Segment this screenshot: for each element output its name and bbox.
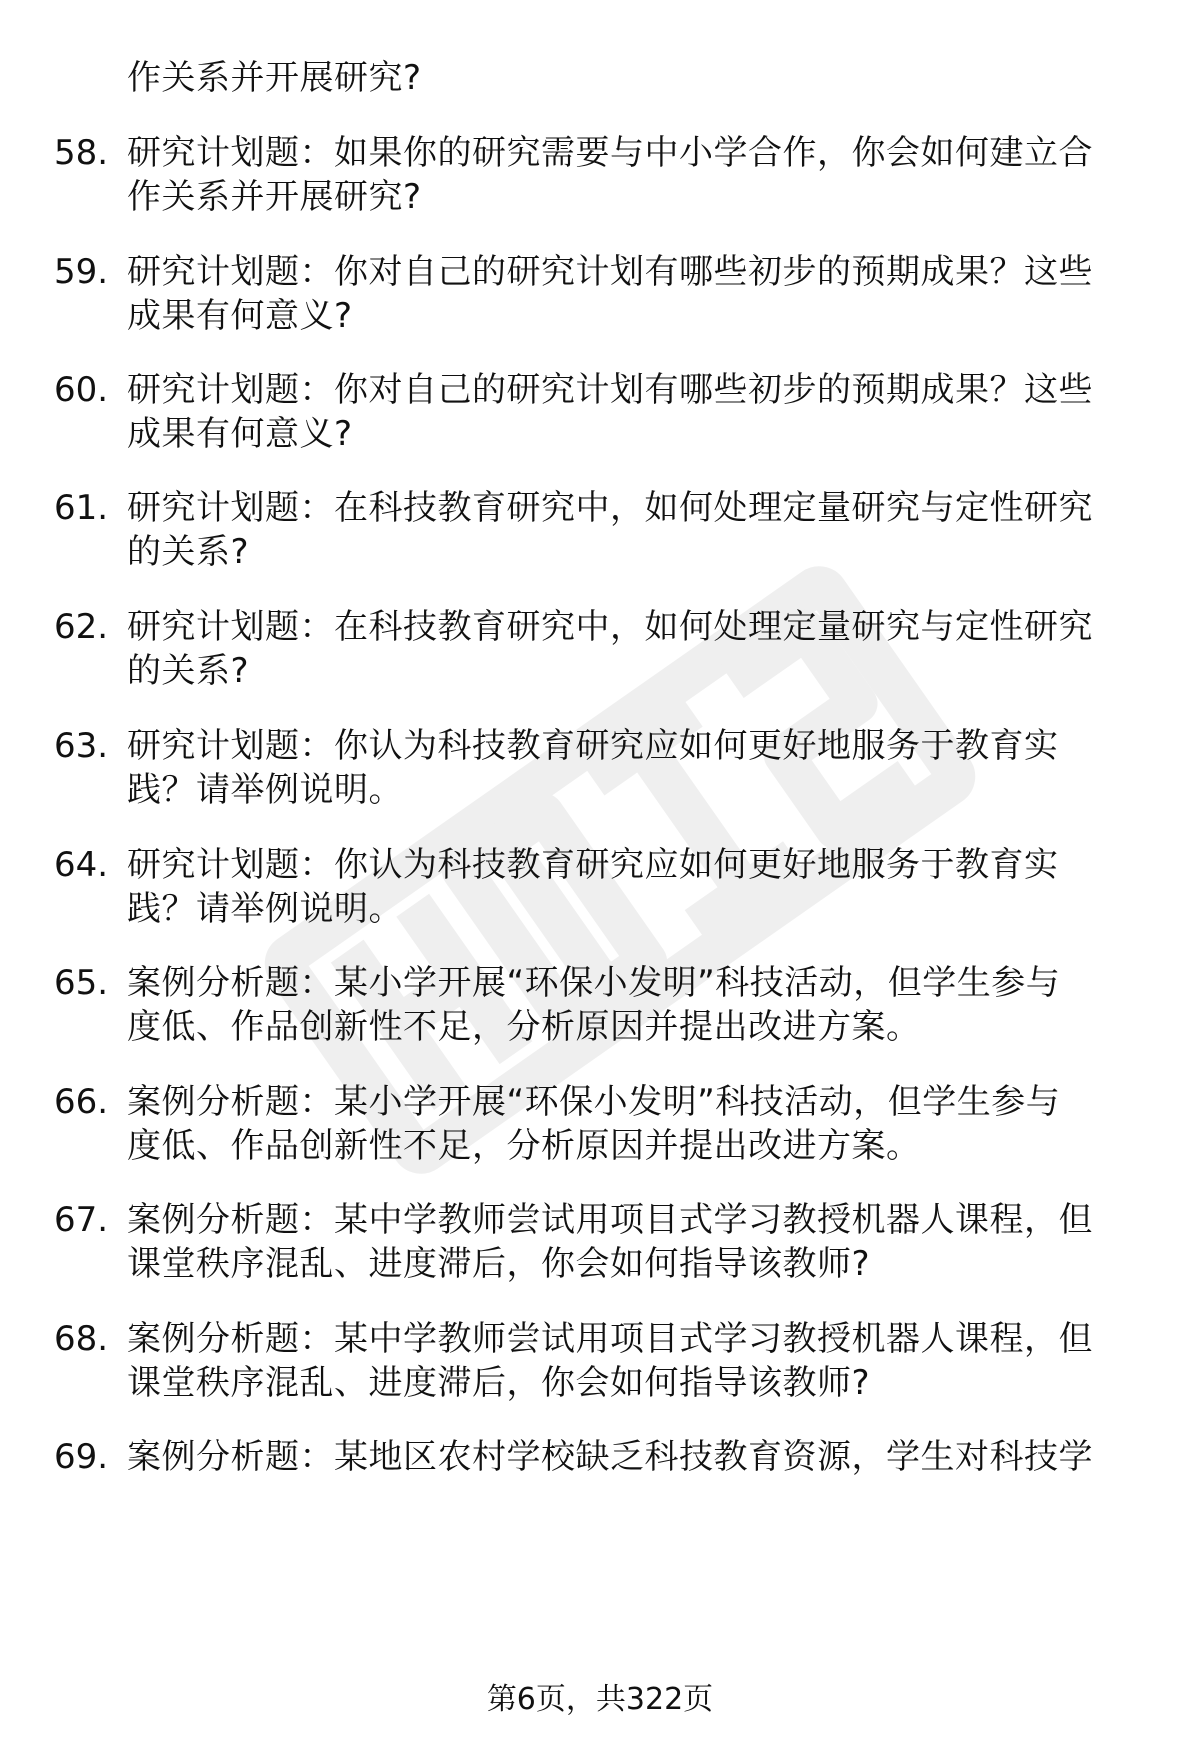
question-number: 65. xyxy=(54,963,109,1003)
question-text-line2: 践？请举例说明。 xyxy=(127,770,403,810)
question-text-line2: 课堂秩序混乱、进度滞后，你会如何指导该教师? xyxy=(127,1244,871,1284)
question-text-line1: 案例分析题：某中学教师尝试用项目式学习教授机器人课程，但 xyxy=(127,1200,1093,1240)
question-text-line2: 践？请举例说明。 xyxy=(127,889,403,929)
continuation-text: 作关系并开展研究? xyxy=(127,58,422,98)
question-text-line1: 研究计划题：你对自己的研究计划有哪些初步的预期成果？这些 xyxy=(127,252,1093,292)
question-number: 68. xyxy=(54,1319,109,1359)
question-number: 62. xyxy=(54,607,109,647)
question-text-line2: 成果有何意义? xyxy=(127,414,353,454)
question-number: 69. xyxy=(54,1437,109,1477)
question-text-line1: 案例分析题：某小学开展“环保小发明”科技活动，但学生参与 xyxy=(127,963,1061,1003)
question-text-line1: 研究计划题：你对自己的研究计划有哪些初步的预期成果？这些 xyxy=(127,370,1093,410)
question-number: 66. xyxy=(54,1082,109,1122)
question-text-line2: 度低、作品创新性不足，分析原因并提出改进方案。 xyxy=(127,1126,921,1166)
question-text-line2: 成果有何意义? xyxy=(127,296,353,336)
question-text-line1: 研究计划题：在科技教育研究中，如何处理定量研究与定性研究 xyxy=(127,607,1093,647)
question-text-line2: 课堂秩序混乱、进度滞后，你会如何指导该教师? xyxy=(127,1363,871,1403)
question-number: 67. xyxy=(54,1200,109,1240)
page-footer: 第6页，共322页 xyxy=(486,1682,714,1717)
question-text-line2: 的关系? xyxy=(127,651,250,691)
question-text-line2: 的关系? xyxy=(127,532,250,572)
question-text-line1: 案例分析题：某中学教师尝试用项目式学习教授机器人课程，但 xyxy=(127,1319,1093,1359)
question-text-line2: 度低、作品创新性不足，分析原因并提出改进方案。 xyxy=(127,1007,921,1047)
question-text-line1: 研究计划题：在科技教育研究中，如何处理定量研究与定性研究 xyxy=(127,488,1093,528)
question-number: 61. xyxy=(54,488,109,528)
question-text-line1: 案例分析题：某地区农村学校缺乏科技教育资源，学生对科技学 xyxy=(127,1437,1093,1477)
question-number: 60. xyxy=(54,370,109,410)
question-text-line1: 研究计划题：你认为科技教育研究应如何更好地服务于教育实 xyxy=(127,845,1059,885)
question-number: 64. xyxy=(54,845,109,885)
question-text-line1: 研究计划题：你认为科技教育研究应如何更好地服务于教育实 xyxy=(127,726,1059,766)
question-text-line2: 作关系并开展研究? xyxy=(127,177,422,217)
question-number: 59. xyxy=(54,252,109,292)
question-text-line1: 研究计划题：如果你的研究需要与中小学合作，你会如何建立合 xyxy=(127,133,1093,173)
question-number: 63. xyxy=(54,726,109,766)
question-number: 58. xyxy=(54,133,109,173)
question-text-line1: 案例分析题：某小学开展“环保小发明”科技活动，但学生参与 xyxy=(127,1082,1061,1122)
